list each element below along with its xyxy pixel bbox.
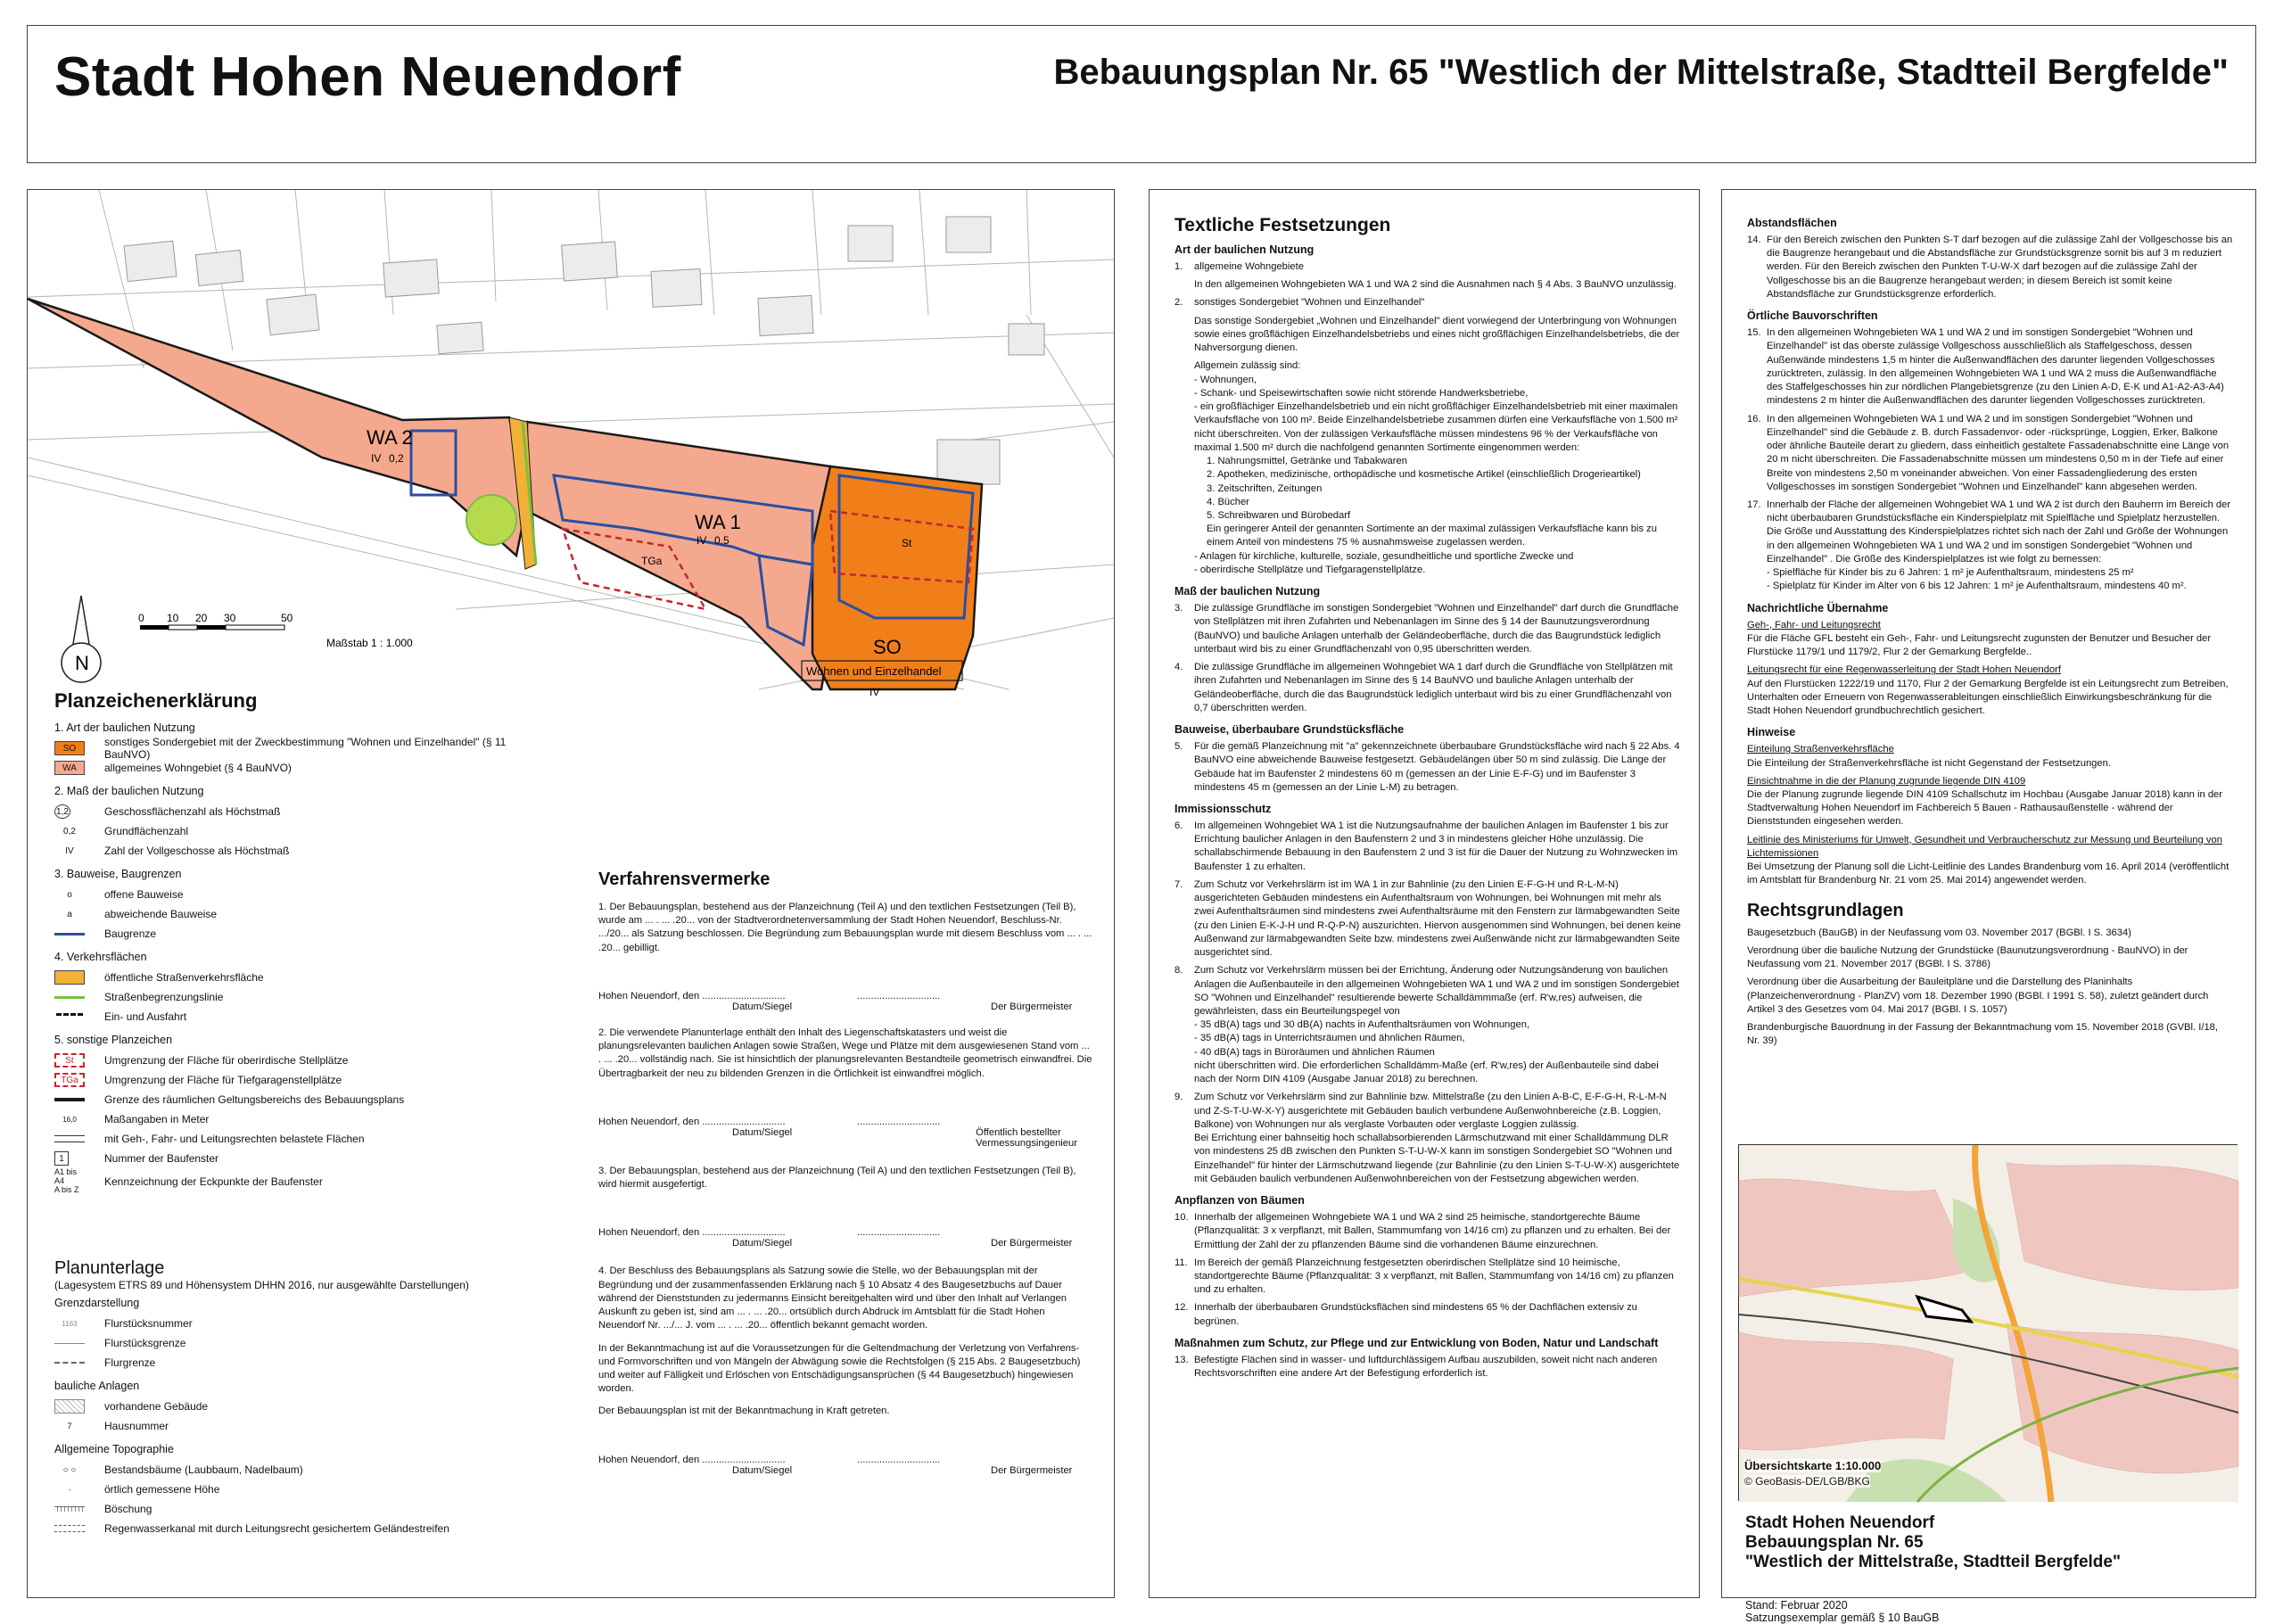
scale-tick: 20: [195, 612, 208, 624]
para-text: Im allgemeinen Wohngebiet WA 1 ist die Nutzungsaufnahme der baulichen Anlagen im Baufenster 1 bis zur Errichtung baulicher Anlagen in den Baufenstern 2 und 3 in mindestens gleicher Höhe unzulässig. Die schallabschirmende Bebauung in den Baufenstern 2 und 3 ist für die Dauer der Nutzung zu Wohnzwecken im Baufenster 1 zu erhalten.: [1194, 820, 1678, 872]
so-swatch: SO: [54, 741, 85, 755]
para-text: nicht überschritten wird. Die erforderlichen Schalldämm-Maße (erf. R'w,res) der Außenbauteile sind dabei nach der Norm DIN 4109 (Ausgabe Januar 2018) zu berechnen.: [1194, 1059, 1659, 1085]
verfahren-title: Verfahrensvermerke: [598, 870, 771, 889]
section-heading: Nachrichtliche Übernahme: [1747, 601, 1889, 614]
para-text: Innerhalb der überbaubaren Grundstücksflächen sind mindestens 65 % der Dachflächen extensiv zu begrünen.: [1194, 1302, 1637, 1327]
pu-row: [54, 1333, 554, 1353]
legend-text: allgemeines Wohngebiet (§ 4 BauNVO): [104, 762, 292, 774]
pu-symbol: ○ ○: [62, 1464, 77, 1475]
legend-row-gfz: [54, 802, 554, 821]
pu-group: bauliche Anlagen: [54, 1380, 140, 1392]
pu-text: Regenwasserkanal mit durch Leitungsrecht gesichertem Geländestreifen: [104, 1522, 449, 1535]
o-symbol: o: [67, 889, 72, 900]
sig-place: Hohen Neuendorf, den ..............................: [598, 1454, 786, 1465]
para-text: 4. Bücher: [1207, 496, 1249, 507]
para-text: - 35 dB(A) tags in Unterrichtsräumen und ähnlichen Räumen,: [1194, 1033, 1465, 1044]
legend-row-so: [54, 736, 554, 761]
boundary-line-icon: [54, 1092, 85, 1107]
label-so: SO: [873, 636, 902, 658]
label-grz-wa1: 0,5: [714, 534, 729, 547]
section-heading: Maßnahmen zum Schutz, zur Pflege und zur Entwicklung von Boden, Natur und Landschaft: [1174, 1336, 1659, 1349]
sig-bm: Der Bürgermeister: [991, 1238, 1073, 1249]
law-text: Verordnung über die Ausarbeitung der Bauleitpläne und die Darstellung des Planinhalts (Planzeichenverordnung - PlanZV) vom 18. Dezember 1990 (BGBl. I 1991 S. 58), zuletzt geändert durch Artikel 3 des Gesetzes vom 04. Mai 2017 (BGBl. I S. 1057): [1747, 977, 2209, 1015]
para-6: 6. Im allgemeinen Wohngebiet WA 1 ist die Nutzungsaufnahme der baulichen Anlagen im Baufenster 1 bis zur Errichtung baulicher Anlagen in den Baufenstern 2 und 3 in mindestens gleicher Höhe unzulässig. Die schallabschirmende Bebauung in den Baufenstern 2 und 3 ist für die Dauer der Nutzung zu Wohnzwecken im Baufenster 1 zu erhalten.: [1174, 820, 1678, 872]
rechtsgrundlagen-title: Rechtsgrundlagen: [1747, 900, 1904, 920]
para-text: Zum Schutz vor Verkehrslärm müssen bei der Errichtung, Änderung oder Nutzungsänderung von baulichen Anlagen die Außenbauteile in den allgemeinen Wohngebieten WA 1 und WA 2 und im sonstigen Sondergebiet SO "Wohnen und Einzelhandel" resultierende bewerte Schalldämmmaße (erf. R'w,res) aufweisen, die gewährleisten, dass ein Beurteilungspegel von: [1194, 965, 1679, 1018]
pu-text: Flurstücksgrenze: [104, 1337, 186, 1349]
legend-section: 4. Verkehrsflächen: [54, 951, 147, 963]
pu-text: vorhandene Gebäude: [104, 1400, 209, 1413]
legend-text: Straßenbegrenzungslinie: [104, 991, 224, 1003]
para-text: Bei Umsetzung der Planung soll die Licht-Leitlinie des Landes Brandenburg vom 16. April 2014 (veröffentlicht im Amtsblatt für Brandenburg Nr. 21 vom 25. Mai 2014) angewendet werden.: [1747, 861, 2229, 886]
textliche-festsetzungen: [1174, 215, 1681, 1385]
legend-text: mit Geh-, Fahr- und Leitungsrechten belastete Flächen: [104, 1133, 365, 1145]
para-text: Für die gemäß Planzeichnung mit "a" gekennzeichnete überbaubare Grundstücksfläche wird nach § 22 Abs. 4 BauNVO eine abweichende Bauweise festgesetzt. Gebäudelängen über 50 m sind zulässig. Die Länge der Gebäude hat im Baufenster 2 mindestens 60 m (gemessen an der Linie E-F-G) und im Baufenster 3 mindestens 45 m (gemessen an der Linie L-M) zu betragen.: [1194, 741, 1680, 793]
verfahren-3: 3. Der Bebauungsplan, bestehend aus der Planzeichnung (Teil A) und den textlichen Festsetzungen (Teil B), wird hiermit ausgefertigt.: [598, 1165, 1076, 1191]
sub-heading: Einteilung Straßenverkehrsfläche: [1747, 744, 1894, 755]
sub-heading: Leitlinie des Ministeriums für Umwelt, Gesundheit und Verbraucherschutz zur Messung und Beurteilung von Lichtemissionen: [1747, 834, 2222, 859]
pu-row: [54, 1397, 554, 1416]
para-text: - Spielplatz für Kinder im Alter von 6 bis 12 Jahren: 1 m² je Aufenthaltsraum, mindestens 40 m².: [1767, 581, 2187, 592]
scale-tick: 0: [138, 612, 144, 624]
para-text: Befestigte Flächen sind in wasser- und luftdurchlässigem Aufbau auszubilden, soweit nicht nach anderen Rechtsvorschriften eine andere Art der Befestigung erforderlich ist.: [1194, 1354, 1658, 1380]
right-text: [1747, 217, 2233, 1052]
para-text: Die zulässige Grundfläche im sonstigen Sondergebiet "Wohnen und Einzelhandel" darf durch die Grundfläche von Stellplätzen mit ihren Zufahrten und Nebenanlagen im Sinne des § 14 der Baunutzungsverordnung (BauNVO) und bauliche Anlagen unterhalb der Geländeoberfläche, durch die das Baugrundstück lediglich unterbaut wird bis zu einer Grundflächenzahl von 0,95 überschritten werden.: [1194, 603, 1679, 655]
title-block: [27, 25, 2256, 163]
para-text: - 40 dB(A) tags in Büroräumen und ähnlichen Räumen: [1194, 1046, 1435, 1058]
legend-text: sonstiges Sondergebiet mit der Zweckbestimmung "Wohnen und Einzelhandel" (§ 11 BauNVO): [104, 736, 507, 761]
label-wa2: WA 2: [367, 426, 413, 449]
pu-symbol: 7: [67, 1422, 72, 1430]
label-wa1: WA 1: [695, 511, 741, 533]
legend-text: Grenze des räumlichen Geltungsbereichs des Bebauungsplans: [104, 1093, 405, 1106]
st-symbol: St: [54, 1053, 85, 1068]
para-text: Innerhalb der allgemeinen Wohngebiete WA 1 und WA 2 sind 25 heimische, standortgerechte Bäume (Pflanzqualität: 3 x verpflanzt, mit Ballen, Stammumfang von 14/16 cm) zu pflanzen und zu erhalten. Bei der Ermittlung der Zahl der zu pflanzenden Bäume sind die vorhandenen Bäume einzurechnen.: [1194, 1212, 1671, 1250]
pu-text: Flurstücksnummer: [104, 1317, 193, 1330]
sig-place: Hohen Neuendorf, den ..............................: [598, 1227, 786, 1239]
corner-symbol: A1 bis A4 A bis Z: [54, 1167, 79, 1194]
pu-symbol: [54, 1399, 85, 1414]
para-17: 17. Innerhalb der Fläche der allgemeinen Wohngebiet WA 1 und WA 2 ist durch den Bauherrn im Bereich der nicht überbaubaren Grundstücksfläche ein Kinderspielplatz mit Spielfläche und Spielplatz herzustellen. Die Größe und Ausstattung des Kinderspielplatzes richtet sich nach der Zahl und Größe der Wohnungen in den allgemeinen Wohngebieten WA 1 und WA 2 und im sonstigen Sondergebiet "Wohnen und Einzelhandel" . Die Größe des Kinderspielplatzes ist wie folgt zu bemessen:: [1747, 499, 2231, 565]
para-5: 5. Für die gemäß Planzeichnung mit "a" gekennzeichnete überbaubare Grundstücksfläche wird nach § 22 Abs. 4 BauNVO eine abweichende Bauweise festgesetzt. Gebäudelängen über 50 m sind zulässig. Die Länge der Gebäude hat im Baufenster 2 mindestens 60 m (gemessen an der Linie E-F-G) und im Baufenster 3 mindestens 45 m (gemessen an der Linie L-M) zu betragen.: [1174, 741, 1680, 793]
legend-text: Kennzeichnung der Eckpunkte der Baufenster: [104, 1175, 323, 1188]
label-iv-wa1: IV: [696, 534, 707, 547]
law-text: Baugesetzbuch (BauGB) in der Neufassung vom 03. November 2017 (BGBl. I S. 3634): [1747, 927, 2131, 938]
legend-text: offene Bauweise: [104, 888, 184, 901]
scale-tick: 50: [281, 612, 293, 624]
a-symbol: a: [67, 909, 72, 919]
sig-datum: Datum/Siegel: [732, 1001, 793, 1012]
iv-symbol: IV: [65, 845, 74, 856]
pu-symbol: ·: [68, 1484, 71, 1495]
sig-dots: ..............................: [857, 1454, 941, 1465]
para-text: Das sonstige Sondergebiet „Wohnen und Einzelhandel" dient vorwiegend der Unterbringung von Wohnungen sowie eines großflächigen Einzelhandelsbetriebs und eines nicht großflächigen Einzelhandelsbetriebs, die der Nahversorgung dienen.: [1194, 315, 1680, 354]
section-heading: Hinweise: [1747, 726, 1796, 739]
legend-row-baugrenze: [54, 924, 554, 944]
section-heading: Immissionsschutz: [1174, 802, 1272, 815]
scale-text: Maßstab 1 : 1.000: [326, 637, 413, 649]
para-9: 9. Zum Schutz vor Verkehrslärm sind zur Bahnlinie bzw. Mittelstraße (zu den Linien A-B-C, E-F-G-H, R-L-M-N und Z-S-T-U-W-X-Y) ausgerichtete mit Gebäuden baulich verbundene Außenwohnbereiche (z.B. Loggien, Balkone) von Wohnungen nur als verglaste Vorbauten oder verglaste Loggien zulässig.: [1174, 1092, 1667, 1130]
sub-heading: Leitungsrecht für eine Regenwasserleitung der Stadt Hohen Neuendorf: [1747, 664, 2062, 676]
para-text: In den allgemeinen Wohngebieten WA 1 und WA 2 und im sonstigen Sondergebiet "Wohnen und Einzelhandel" sind die Gebäude z. B. durch Fassadenvor- oder -rücksprünge, Loggien, Erker, Balkone oder ähnliche Bauteile derart zu gliedern, dass einheitlich gestaltete Fassadenabschnitte eine Länge von 20 m nicht überschreiten. Die Fassadenabschnitte müssen um mindestens 0,50 m in der Tiefe auf einer Breite von mindestens 2,50 m voneinander abweichen. Von einer Fassadengliederung des ersten Vollgeschosses im sonstigen Sondergebiet "Wohnen und Einzelhandel" kann abgesehen werden.: [1767, 413, 2229, 492]
para-text: 3. Zeitschriften, Zeitungen: [1207, 482, 1323, 494]
plan-drawing-panel: [27, 189, 1115, 1598]
para-12: 12. Innerhalb der überbaubaren Grundstücksflächen sind mindestens 65 % der Dachflächen extensiv zu begrünen.: [1174, 1302, 1637, 1327]
footer-plan-name: "Westlich der Mittelstraße, Stadtteil Bergfelde": [1745, 1553, 2121, 1571]
para-text: - 35 dB(A) tags und 30 dB(A) nachts in Aufenthaltsräumen von Wohnungen,: [1194, 1019, 1530, 1031]
para-text: Zum Schutz vor Verkehrslärm ist im WA 1 in zur Bahnlinie (zu den Linien E-F-G-H und R-L-M-N) ausgerichteten Gebäuden mindestens ein Aufenthaltsraum von Wohnungen, bei Wohnungen mit mehr als zwei Aufenthaltsräumen sind mindestens zwei Aufenthaltsräume mit den Fenstern zur lärmabgewandten Seite (zu den Linien E-K-J-H und R-Q-P-N) auszurichten. Hiervon ausgenommen sind Wohnungen, bei denen keine Außenwand zur lärmabgewandten Seite bzw. mindestens zwei Außenwände nicht zur lärmabgewandten Seite ausgerichtet sind.: [1194, 878, 1681, 959]
para-2: 2. sonstiges Sondergebiet "Wohnen und Einzelhandel": [1174, 297, 1425, 309]
scale-tick: 10: [167, 612, 179, 624]
legend-row-geltung: [54, 1090, 554, 1109]
label-grz-wa2: 0,2: [389, 452, 404, 465]
sub-heading: Geh-, Fahr- und Leitungsrecht: [1747, 619, 1881, 631]
sig-place: Hohen Neuendorf, den ..............................: [598, 990, 786, 1002]
para-3: 3. Die zulässige Grundfläche im sonstigen Sondergebiet "Wohnen und Einzelhandel" darf durch die Grundfläche von Stellplätzen mit ihren Zufahrten und Nebenanlagen im Sinne des § 14 der Baunutzungsverordnung (BauNVO) und bauliche Anlagen unterhalb der Geländeoberfläche, durch die das Baugrundstück lediglich unterbaut wird bis zu einer Grundflächenzahl von 0,95 überschritten werden.: [1174, 603, 1679, 655]
pu-text: Hausnummer: [104, 1420, 169, 1432]
section-heading: Art der baulichen Nutzung: [1174, 243, 1315, 256]
north-label: N: [75, 652, 89, 674]
pu-group: Grenzdarstellung: [54, 1297, 140, 1309]
legend-text: Umgrenzung der Fläche für Tiefgaragenstellplätze: [104, 1074, 342, 1086]
para-15: 15. In den allgemeinen Wohngebieten WA 1 und WA 2 und im sonstigen Sondergebiet "Wohnen und Einzelhandel" ist das oberste zulässige Vollgeschoss ausschließlich als Staffelgeschoss, dessen Außenwände mindestens 1,5 m hinter die Außenwandflächen des darunter liegenden Vollgeschosses zurücktreten, zulässig. In den allgemeinen Wohngebieten WA 1 und WA 2 muss die Außenwandfläche des Staffelgeschosses hin zur nördlichen Plangebietsgrenze (zu den Linien A-D, E-K und A1-A2-A3-A4) mindestens 2 m hinter die Außenwandflächen des darunter liegenden Vollgeschosses zurücktreten.: [1747, 327, 2224, 407]
pu-text: Bestandsbäume (Laubbaum, Nadelbaum): [104, 1463, 303, 1476]
para-text: - ein großflächiger Einzelhandelsbetrieb und ein nicht großflächiger Einzelhandelsbetrieb mit einer maximalen Verkaufsfläche von 100 m². Beide Einzelhandelsbetriebe zusammen dürfen eine Verkaufsfläche von 1.500 m² nicht überschreiten. Von der zulässigen Verkaufsfläche müssen mindestens 96 % der Verkaufsfläche von maximal 1.500 m² durch die nachfolgend genannten Sortimente eingenommen werden:: [1194, 401, 1678, 453]
street-swatch: [54, 970, 85, 985]
legend-text: Grundflächenzahl: [104, 825, 189, 837]
section-heading: Maß der baulichen Nutzung: [1174, 585, 1321, 598]
legend-text: Geschossflächenzahl als Höchstmaß: [104, 805, 281, 818]
pu-row: [54, 1314, 554, 1333]
verfahrensvermerke: [598, 870, 1093, 1476]
legend-section: 2. Maß der baulichen Nutzung: [54, 785, 204, 797]
scale-bar: [135, 609, 429, 663]
sig-ve: Öffentlich bestellter Vermessungsingenieur: [976, 1126, 1077, 1149]
plan-title: Bebauungsplan Nr. 65 "Westlich der Mittelstraße, Stadtteil Bergfelde": [1053, 53, 2229, 92]
pu-symbol: [54, 1356, 85, 1370]
legend-section: 1. Art der baulichen Nutzung: [54, 721, 195, 734]
para-text: allgemeine Wohngebiete: [1194, 261, 1304, 272]
para-text: In den allgemeinen Wohngebieten WA 1 und WA 2 sind die Ausnahmen nach § 4 Abs. 3 BauNVO unzulässig.: [1194, 279, 1677, 291]
overview-title: Übersichtskarte 1:10.000: [1744, 1459, 1882, 1472]
legend-row-tga: [54, 1070, 554, 1090]
street-line-icon: [54, 990, 85, 1004]
pu-row: [54, 1353, 554, 1373]
legend-title: Planzeichenerklärung: [54, 689, 258, 712]
pu-group: Allgemeine Topographie: [54, 1443, 174, 1455]
para-text: 5. Schreibwaren und Bürobedarf: [1207, 509, 1351, 521]
para-text: Innerhalb der Fläche der allgemeinen Wohngebiet WA 1 und WA 2 ist durch den Bauherrn im Bereich der nicht überbaubaren Grundstücksfläche ein Kinderspielplatz mit Spielfläche und Spielplatz herzustellen. Die Größe und Ausstattung des Kinderspielplatzes richtet sich nach der Zahl und Größe der Wohnungen in den allgemeinen Wohngebieten WA 1 und WA 2 und im sonstigen Sondergebiet "Wohnen und Einzelhandel" . Die Größe des Kinderspielplatzes ist wie folgt zu bemessen:: [1767, 499, 2231, 565]
verfahren-4b: In der Bekanntmachung ist auf die Voraussetzungen für die Geltendmachung der Verletzung von Verfahrens- und Formvorschriften und von Mängeln der Abwägung sowie die Rechtsfolgen (§ 215 Abs. 2 Baugesetzbuch) und weiter auf Fälligkeit und Erlöschen von Entschädigungsansprüchen (§ 44 Baugesetzbuch) hingewiesen worden.: [598, 1342, 1081, 1395]
legend-row-sbl: [54, 987, 554, 1007]
legend-text: Maßangaben in Meter: [104, 1113, 210, 1125]
gfz-symbol: 1,2: [54, 804, 70, 819]
legend-row-wa: [54, 758, 554, 778]
sig-datum: Datum/Siegel: [732, 1238, 793, 1249]
para-text: - Spielfläche für Kinder bis zu 6 Jahren: 1 m² je Aufenthaltsraum, mindestens 25 m²: [1767, 567, 2134, 579]
section-heading: Anpflanzen von Bäumen: [1174, 1194, 1305, 1208]
law-text: Verordnung über die bauliche Nutzung der Grundstücke (Baunutzungsverordnung - BauNVO) in der Neufassung vom 21. November 2017 (BGBl. I S. 3786): [1747, 944, 2188, 970]
turning-circle: [466, 495, 516, 545]
para-text: Im Bereich der gemäß Planzeichnung festgesetzten oberirdischen Stellplätze sind 10 heimische, standortgerechte Bäume (Pflanzqualität: 3 x verpflanzt, mit Ballen, Stammumfang von 14/16 cm) zu pflanzen und zu erhalten.: [1194, 1257, 1674, 1296]
legend-text: Zahl der Vollgeschosse als Höchstmaß: [104, 845, 290, 857]
pu-row: [54, 1519, 554, 1538]
legend-row-ek: [54, 1168, 554, 1195]
sig-bm: Der Bürgermeister: [991, 1464, 1073, 1476]
pu-symbol: 1163: [62, 1319, 78, 1328]
planunterlage-sub: (Lagesystem ETRS 89 und Höhensystem DHHN 2016, nur ausgewählte Darstellungen): [54, 1279, 469, 1291]
legend-row-mass: [54, 1109, 554, 1129]
city-title: Stadt Hohen Neuendorf: [54, 46, 681, 108]
section-heading: Örtliche Bauvorschriften: [1747, 309, 1878, 323]
legend-text: Ein- und Ausfahrt: [104, 1010, 187, 1023]
verfahren-4: 4. Der Beschluss des Bebauungsplans als Satzung sowie die Stelle, wo der Bebauungsplan mit der Begründung und der zusammenfassenden Erklärung nach § 10 Absatz 4 des Baugesetzbuchs auf Dauer während der Dienststunden zu jedermanns Einsicht bereitgehalten wird und über den Inhalt auf Verlangen Auskunft zu geben ist, sind am ... . ... .20... ortsüblich durch Abdruck im Amtsblatt für die Stadt Hohen Neuendorf Nr. .../... J. vom ... . ... .20... öffentlich bekannt gemacht worden.: [598, 1265, 1067, 1331]
pu-row: [54, 1499, 554, 1519]
para-11: 11. Im Bereich der gemäß Planzeichnung festgesetzten oberirdischen Stellplätze sind 10 heimische, standortgerechte Bäume (Pflanzqualität: 3 x verpflanzt, mit Ballen, Stammumfang von 14/16 cm) zu pflanzen und zu erhalten.: [1174, 1257, 1674, 1296]
para-text: Allgemein zulässig sind:: [1194, 360, 1301, 372]
pu-row: [54, 1416, 554, 1436]
para-text: Ein geringerer Anteil der genannten Sortimente an der maximal zulässigen Verkaufsfläche kann bis zu einem Anteil von mindestens 75 % ausnahmsweise zugelassen werden.: [1207, 523, 1657, 548]
label-tga: TGa: [641, 555, 663, 567]
para-text: Bei Errichtung einer bahnseitig hoch schallabsorbierenden Lärmschutzwand mit einer Schalldämmung DLR von mindestens 25 dB zwischen den Punkten S-T-U-W-X kann im sonstigen Sondergebiet SO "Wohnen und Einzelhandel" für hinter der Lärmschutzwand liegende (zur Bahnlinie (zu den Linien S-T-U-W-X) ausgerichtete mit Gebäuden baulich verbundenen Außenwohnbereichen von der Festsetzung abgewichen werden.: [1194, 1133, 1680, 1184]
sig-datum: Datum/Siegel: [732, 1126, 793, 1138]
sig-bm: Der Bürgermeister: [991, 1001, 1073, 1012]
legend-row-st: [54, 1051, 554, 1070]
footer-stand: Stand: Februar 2020: [1745, 1599, 1848, 1612]
legend-text: öffentliche Straßenverkehrsfläche: [104, 971, 264, 984]
sig-dots: ..............................: [857, 990, 941, 1002]
legend-row-iv: [54, 841, 554, 861]
para-text: Die zulässige Grundfläche im allgemeinen Wohngebiet WA 1 darf durch die Grundfläche von Stellplätzen mit ihren Zufahrten und Nebenanlagen im Sinne des § 14 BauNVO und bauliche Anlagen unterhalb der Geländeoberfläche, durch die das Baugrundstück lediglich unterbaut wird bis zu einer Grundflächenzahl von 0,7 überschritten werden.: [1194, 662, 1673, 713]
entry-exit-icon: [54, 1010, 85, 1024]
verfahren-2: 2. Die verwendete Planunterlage enthält den Inhalt des Liegenschaftskatasters und weist die planungsrelevanten baulichen Anlagen sowie Straßen, Wege und Plätze mit dem ausgewiesenen Stand vom ... . ... .20... vollständig nach. Sie ist hinsichtlich der planungsrelevanten Bestandteile geometrisch einwandfrei. Die Übertragbarkeit der neu zu bildenden Grenzen in die Örtlichkeit ist einwandfrei möglich.: [598, 1026, 1092, 1079]
gfl-line-icon: [54, 1135, 85, 1142]
para-text: - Schank- und Speisewirtschaften sowie nicht störende Handwerksbetriebe,: [1194, 387, 1529, 399]
footer-block: [1745, 1513, 2245, 1624]
legend-text: abweichende Bauweise: [104, 908, 218, 920]
pu-row: [54, 1460, 554, 1480]
text-title: Textliche Festsetzungen: [1174, 215, 1391, 235]
legend-row-ea: [54, 1007, 554, 1026]
legend-section: 5. sonstige Planzeichen: [54, 1034, 173, 1046]
section-heading: Abstandsflächen: [1747, 217, 1837, 229]
pu-symbol: [54, 1525, 85, 1532]
pu-symbol: [54, 1506, 85, 1512]
para-text: Die der Planung zugrunde liegende DIN 4109 Schallschutz im Hochbau (Ausgabe Januar 2018) kann in der Stadtverwaltung Hohen Neuendorf im Fachbereich 5 Bauen - Rathausaußenstelle - während der Dienststunden eingesehen werden.: [1747, 788, 2222, 828]
para-text: Die Einteilung der Straßenverkehrsfläche ist nicht Gegenstand der Festsetzungen.: [1747, 757, 2111, 769]
pu-text: örtlich gemessene Höhe: [104, 1483, 220, 1496]
grz-symbol: 0,2: [63, 826, 76, 837]
para-text: Zum Schutz vor Verkehrslärm sind zur Bahnlinie bzw. Mittelstraße (zu den Linien A-B-C, E-F-G-H, R-L-M-N und Z-S-T-U-W-X-Y) ausgerichtete mit Gebäuden baulich verbundene Außenwohnbereiche (z.B. Loggien, Balkone) von Wohnungen nur als verglaste Vorbauten oder verglaste Loggien zulässig.: [1194, 1092, 1667, 1130]
overview-map-drawing: [1739, 1145, 2238, 1502]
legend-section: 3. Bauweise, Baugrenzen: [54, 868, 182, 880]
verfahren-4c: Der Bebauungsplan ist mit der Bekanntmachung in Kraft getreten.: [598, 1406, 890, 1417]
para-text: 2. Apotheken, medizinische, orthopädische und kosmetische Artikel (einschließlich Drogerieartikel): [1207, 469, 1641, 481]
para-text: 1. Nahrungsmittel, Getränke und Tabakwaren: [1207, 456, 1407, 467]
legend-row-o: [54, 885, 554, 904]
planunterlage-title: Planunterlage: [54, 1258, 165, 1278]
footer-plan-no: Bebauungsplan Nr. 65: [1745, 1533, 1924, 1552]
label-so-sub: Wohnen und Einzelhandel: [806, 664, 942, 678]
tga-symbol: TGa: [54, 1073, 85, 1087]
para-13: 13. Befestigte Flächen sind in wasser- und luftdurchlässigem Aufbau auszubilden, soweit nicht nach anderen Rechtsvorschriften eine andere Art der Befestigung erforderlich ist.: [1174, 1354, 1658, 1380]
label-iv-wa2: IV: [371, 452, 382, 465]
sig-dots: ..............................: [857, 1227, 941, 1239]
sub-heading: Einsichtnahme in die der Planung zugrunde liegende DIN 4109: [1747, 775, 2026, 787]
para-1: 1. allgemeine Wohngebiete: [1174, 261, 1304, 272]
para-text: In den allgemeinen Wohngebieten WA 1 und WA 2 und im sonstigen Sondergebiet "Wohnen und Einzelhandel" ist das oberste zulässige Vollgeschoss ausschließlich als Staffelgeschoss, dessen Außenwände mindestens 1,5 m hinter die Außenwandflächen des darunter liegenden Vollgeschosses zurücktreten, zulässig. In den allgemeinen Wohngebieten WA 1 und WA 2 muss die Außenwandfläche des Staffelgeschosses hin zur nördlichen Plangebietsgrenze (zu den Linien A-D, E-K und A1-A2-A3-A4) mindestens 2 m hinter die Außenwandflächen des darunter liegenden Vollgeschosses zurücktreten.: [1767, 327, 2224, 407]
pu-text: Flurgrenze: [104, 1356, 156, 1369]
footer-satzung: Satzungsexemplar gemäß § 10 BauGB: [1745, 1612, 1940, 1624]
para-text: Für den Bereich zwischen den Punkten S-T darf bezogen auf die zulässige Zahl der Vollgeschosse bis an die Baugrenze herangebaut und die Abstandsfläche zur Grundstücksgrenze somit bis auf 3 m reduziert werden. Für den Bereich zwischen den Punkten T-U-W-X darf bezogen auf die zulässige Zahl der Vollgeschosse bis an die Baugrenze herangebaut werden; in diesem Bereich ist somit keine Abstandsfläche zur Grundstücksgrenze erforderlich.: [1767, 235, 2233, 300]
baufenster-symbol: 1: [54, 1151, 69, 1166]
para-7: 7. Zum Schutz vor Verkehrslärm ist im WA 1 in zur Bahnlinie (zu den Linien E-F-G-H und R-L-M-N) ausgerichteten Gebäuden mindestens ein Aufenthaltsraum von Wohnungen, bei Wohnungen mit mehr als zwei Aufenthaltsräumen sind mindestens zwei Aufenthaltsräume mit den Fenstern zur lärmabgewandten Seite (zu den Linien E-K-J-H und R-Q-P-N) auszurichten. Hiervon ausgenommen sind Wohnungen, bei denen keine Außenwand zur lärmabgewandten Seite bzw. mindestens zwei Außenwände nicht zur lärmabgewandten Seite ausgerichtet sind.: [1174, 878, 1681, 959]
para-text: Auf den Flurstücken 1222/19 und 1170, Flur 2 der Gemarkung Bergfelde ist ein Leitungsrecht zum Betreiben, Unterhalten oder Erneuern von Regenwasserableitungen einschließlich Einwirkungsbeschränkung für die Stadt Hohen Neuendorf grundbuchrechtlich gesichert.: [1747, 678, 2229, 717]
para-text: - Wohnungen,: [1194, 374, 1257, 385]
dimension-symbol: 16,0: [62, 1115, 77, 1124]
overview-copyright: © GeoBasis-DE/LGB/BKG: [1744, 1475, 1870, 1488]
baugrenze-line-icon: [54, 927, 85, 941]
right-panel: [1721, 189, 2256, 1624]
para-text: - Anlagen für kirchliche, kulturelle, soziale, gesundheitliche und sportliche Zwecke und: [1194, 550, 1574, 562]
para-4: 4. Die zulässige Grundfläche im allgemeinen Wohngebiet WA 1 darf durch die Grundfläche von Stellplätzen mit ihren Zufahrten und Nebenanlagen im Sinne des § 14 BauNVO und bauliche Anlagen unterhalb der Geländeoberfläche, durch die das Baugrundstück lediglich unterbaut wird bis zu einer Grundflächenzahl von 0,7 überschritten werden.: [1174, 662, 1673, 713]
legend-row-gfl: [54, 1129, 554, 1149]
label-st: St: [902, 537, 912, 549]
legend-text: Umgrenzung der Fläche für oberirdische Stellplätze: [104, 1054, 349, 1067]
legend-row-street: [54, 968, 554, 987]
pu-text: Böschung: [104, 1503, 152, 1515]
sig-datum: Datum/Siegel: [732, 1464, 793, 1476]
law-text: Brandenburgische Bauordnung in der Fassung der Bekanntmachung vom 15. November 2018 (GVBl. I/18, Nr. 39): [1747, 1022, 2218, 1047]
para-10: 10. Innerhalb der allgemeinen Wohngebiete WA 1 und WA 2 sind 25 heimische, standortgerechte Bäume (Pflanzqualität: 3 x verpflanzt, mit Ballen, Stammumfang von 14/16 cm) zu pflanzen und zu erhalten. Bei der Ermittlung der Zahl der zu pflanzenden Bäume sind die vorhandenen Bäume einzurechnen.: [1174, 1212, 1671, 1250]
planunterlage: [54, 1258, 554, 1538]
sig-place: Hohen Neuendorf, den ..............................: [598, 1116, 786, 1127]
para-16: 16. In den allgemeinen Wohngebieten WA 1 und WA 2 und im sonstigen Sondergebiet "Wohnen und Einzelhandel" sind die Gebäude z. B. durch Fassadenvor- oder -rücksprünge, Loggien, Erker, Balkone oder ähnliche Bauteile derart zu gliedern, dass einheitlich gestaltete Fassadenabschnitte eine Länge von 20 m nicht überschreiten. Die Fassadenabschnitte müssen um mindestens 0,50 m in der Tiefe auf einer Breite von mindestens 2,50 m voneinander abweichen. Von einer Fassadengliederung des ersten Vollgeschosses im sonstigen Sondergebiet "Wohnen und Einzelhandel" kann abgesehen werden.: [1747, 413, 2229, 492]
para-14: 14. Für den Bereich zwischen den Punkten S-T darf bezogen auf die zulässige Zahl der Vollgeschosse bis an die Baugrenze herangebaut und die Abstandsfläche zur Grundstücksgrenze somit bis auf 3 m reduziert werden. Für den Bereich zwischen den Punkten T-U-W-X darf bezogen auf die zulässige Zahl der Vollgeschosse bis an die Baugrenze herangebaut werden; in diesem Bereich ist somit keine Abstandsfläche zur Grundstücksgrenze erforderlich.: [1747, 235, 2233, 300]
pu-symbol: [54, 1336, 85, 1350]
verfahren-1: 1. Der Bebauungsplan, bestehend aus der Planzeichnung (Teil A) und den textlichen Festsetzungen (Teil B), wurde am ... . ... .20... von der Stadtverordnetenversammlung der Stadt Hohen Neuendorf, Beschluss-Nr. .../20... als Satzung beschlossen. Die Begründung zum Bebauungsplan wurde mit diesem Beschluss vom ... . ... .20... gebilligt.: [598, 902, 1092, 953]
legend-row-a: [54, 904, 554, 924]
overview-map: [1738, 1144, 2238, 1501]
footer-city: Stadt Hohen Neuendorf: [1745, 1513, 1935, 1532]
para-text: sonstiges Sondergebiet "Wohnen und Einzelhandel": [1194, 297, 1425, 309]
wa-swatch: WA: [54, 761, 85, 775]
legend-row-grz: [54, 821, 554, 841]
label-iv-so: IV: [870, 686, 880, 698]
para-text: - oberirdische Stellplätze und Tiefgaragenstellplätze.: [1194, 564, 1426, 575]
scale-tick: 30: [224, 612, 236, 624]
sig-dots: ..............................: [857, 1116, 941, 1127]
pu-row: [54, 1480, 554, 1499]
para-text: Für die Fläche GFL besteht ein Geh-, Fahr- und Leitungsrecht zugunsten der Benutzer und Besucher der Flurstücke 1179/1 und 1179/2, Flur 2 der Gemarkung Bergfelde..: [1747, 632, 2212, 658]
legend-text: Baugrenze: [104, 927, 157, 940]
para-8: 8. Zum Schutz vor Verkehrslärm müssen bei der Errichtung, Änderung oder Nutzungsänderung von baulichen Anlagen die Außenbauteile in den allgemeinen Wohngebieten WA 1 und WA 2 und im sonstigen Sondergebiet SO "Wohnen und Einzelhandel" resultierende bewerte Schalldämmmaße (erf. R'w,res) aufweisen, die gewährleisten, dass ein Beurteilungspegel von: [1174, 965, 1679, 1018]
section-heading: Bauweise, überbaubare Grundstücksfläche: [1174, 723, 1405, 737]
textliche-festsetzungen-panel: [1149, 189, 1700, 1598]
legend-text: Nummer der Baufenster: [104, 1152, 219, 1165]
legend-row-bf: [54, 1149, 554, 1168]
legend: [54, 689, 554, 1195]
